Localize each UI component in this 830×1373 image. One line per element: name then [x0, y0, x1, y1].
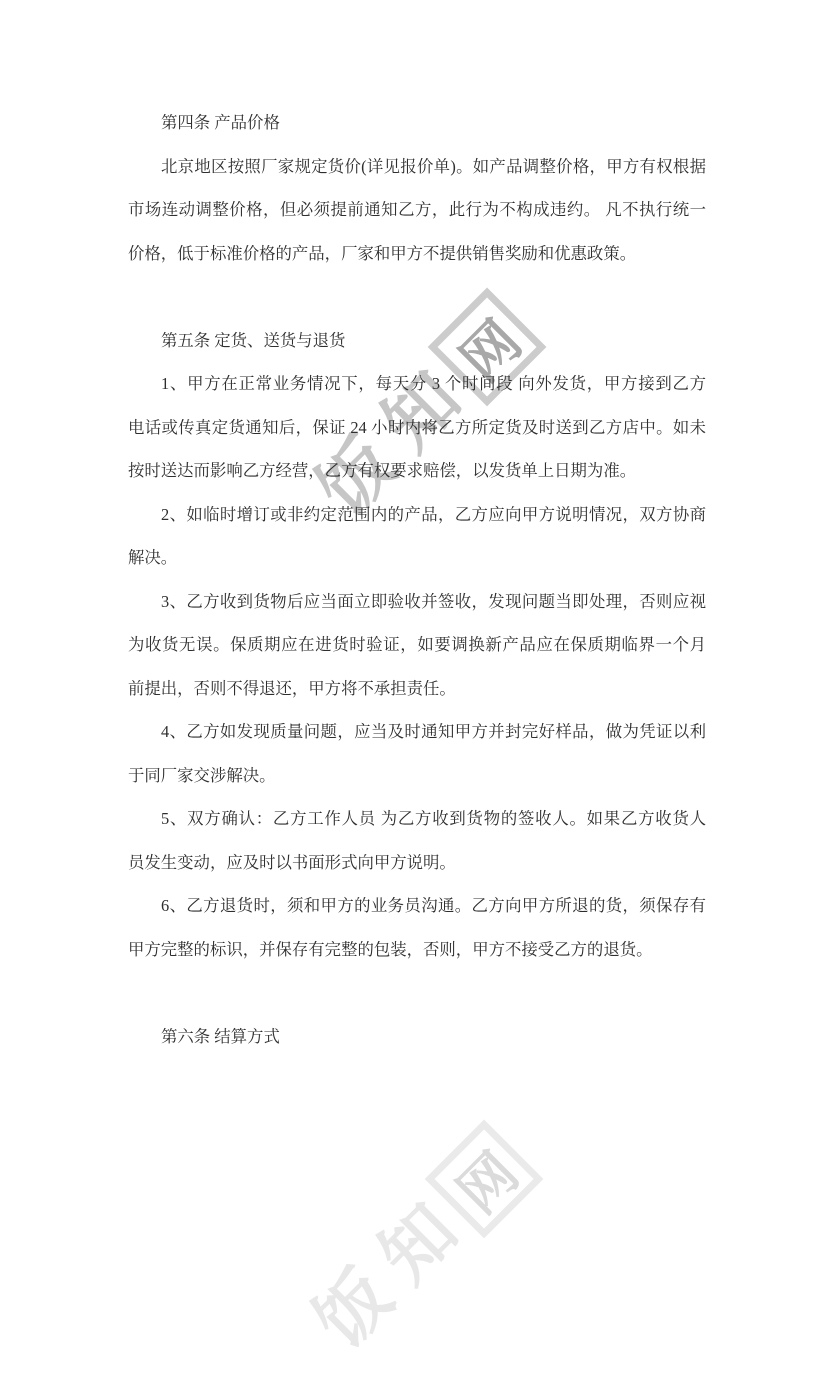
- watermark-char-zhi: 知: [368, 358, 476, 466]
- text-line: 按时送达而影响乙方经营，乙方有权要求赔偿，以发货单上日期为准。: [128, 461, 637, 480]
- watermark-char-fan: 饭: [300, 1255, 408, 1363]
- watermark-char-fan: 饭: [303, 423, 411, 531]
- contract-paragraph: [128, 493, 706, 580]
- blank-line: [128, 275, 706, 319]
- text-line: 市场连动调整价格，但必须提前通知乙方，此行为不构成违约。 凡不执行统一: [128, 200, 706, 219]
- watermark-char-zhi: 知: [365, 1190, 473, 1298]
- text-line: [128, 275, 706, 319]
- text-line: 甲方完整的标识，并保存有完整的包装，否则，甲方不接受乙方的退货。: [128, 939, 653, 959]
- text-line: 北京地区按照厂家规定货价(详见报价单)。如产品调整价格，甲方有权根据: [161, 156, 706, 176]
- contract-paragraph: [128, 797, 706, 884]
- text-line: 解决。: [128, 548, 178, 567]
- contract-heading: [128, 1015, 706, 1059]
- watermark-diamond-net-icon: 网: [428, 288, 547, 407]
- contract-paragraph: [128, 710, 706, 797]
- text-line: 第四条 产品价格: [161, 113, 280, 132]
- text-line: 员发生变动，应及时以书面形式向甲方说明。: [128, 852, 456, 872]
- text-line: 价格，低于标准价格的产品，厂家和甲方不提供销售奖励和优惠政策。: [128, 243, 637, 263]
- text-line: 3、乙方收到货物后应当面立即验收并签收，发现问题当即处理，否则应视: [161, 591, 706, 611]
- text-line: [128, 971, 706, 1015]
- text-line: 电话或传真定货通知后，保证 24 小时内将乙方所定货及时送到乙方店中。如未: [128, 417, 706, 437]
- text-line: 第六条 结算方式: [161, 1026, 280, 1046]
- contract-heading: [128, 319, 706, 363]
- text-line: 第五条 定货、送货与退货: [161, 330, 346, 350]
- watermark-logo-bottom: [295, 1120, 544, 1369]
- contract-heading: [128, 101, 706, 145]
- contract-paragraph: [128, 580, 706, 711]
- contract-body: [128, 101, 706, 1058]
- contract-paragraph: [128, 362, 706, 493]
- text-line: 于同厂家交涉解决。: [128, 765, 276, 785]
- text-line: 4、乙方如发现质量问题，应当及时通知甲方并封完好样品，做为凭证以利: [161, 722, 706, 741]
- text-line: 1、甲方在正常业务情况下，每天分 3 个时间段 向外发货，甲方接到乙方: [161, 374, 706, 393]
- watermark-diamond-net-icon: 网: [425, 1120, 544, 1239]
- text-line: 6、乙方退货时，须和甲方的业务员沟通。乙方向甲方所退的货，须保存有: [161, 896, 706, 915]
- text-line: 为收货无误。保质期应在进货时验证，如要调换新产品应在保质期临界一个月: [128, 635, 706, 654]
- contract-paragraph: [128, 145, 706, 276]
- contract-paragraph: [128, 884, 706, 971]
- text-line: 前提出，否则不得退还，甲方将不承担责任。: [128, 678, 456, 698]
- blank-line: [128, 971, 706, 1015]
- text-line: 2、如临时增订或非约定范围内的产品，乙方应向甲方说明情况，双方协商: [161, 504, 706, 524]
- text-line: 5、双方确认：乙方工作人员 为乙方收到货物的签收人。如果乙方收货人: [161, 809, 706, 828]
